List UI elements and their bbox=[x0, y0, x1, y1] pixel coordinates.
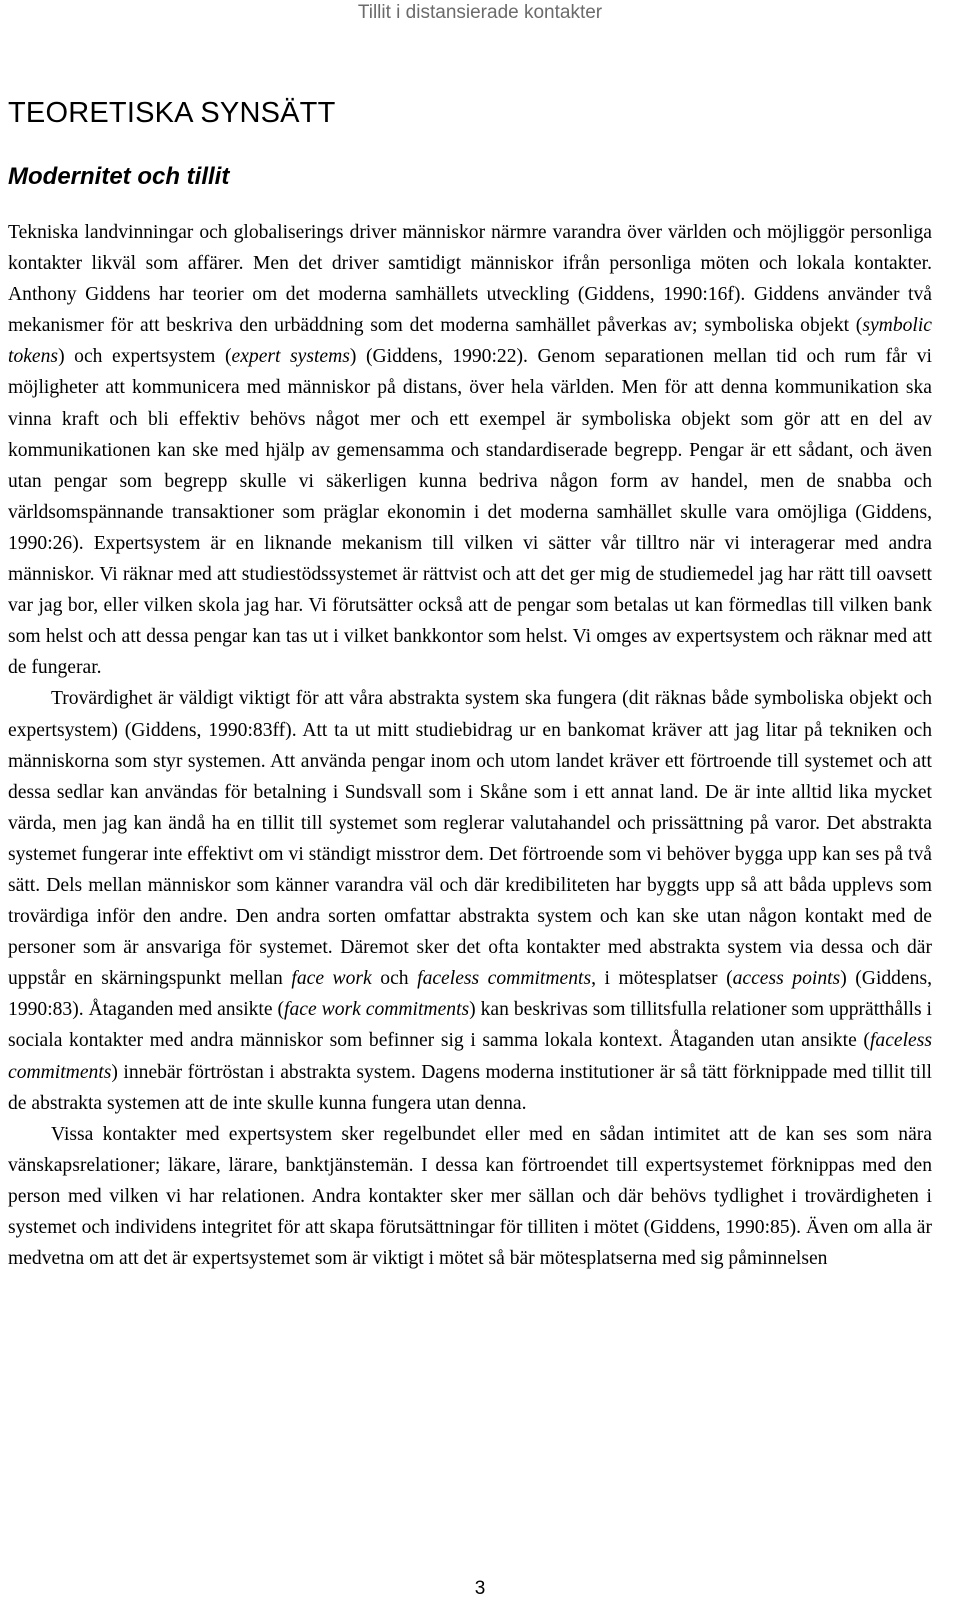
text-run: ) innebär förtröstan i abstrakta system. Dagens moderna institutioner är så tätt förknippade med tillit till de abstrakta systemen att de inte skulle kunna fungera utan denna. bbox=[8, 1061, 932, 1114]
text-run: Trovärdighet är väldigt viktigt för att våra abstrakta system ska fungera (dit räknas både symboliska objekt och expertsystem) (Giddens, 1990:83ff). Att ta ut mitt studiebidrag ur en bankomat kräver att jag litar på tekniken och människorna som styr systemen. Att använda pengar inom och utom landet kräver ett förtroende till systemet och att dessa sedlar kan användas för betalning i Sundsvall som i Skåne som i ett annat land. De är inte alltid lika mycket värda, men jag kan ändå ha en tillit till systemet som reglerar valutahandel och prissättning på varor. Det abstrakta systemet fungerar inte effektivt om vi ständigt misstror dem. Det förtroende som vi behöver bygga upp kan ses på två sätt. Dels mellan människor som känner varandra väl och där kredibiliteten har byggts upp så att båda upplevs som trovärdiga inför den andre. Den andra sorten omfattar abstrakta system och kan ske utan någon kontakt med de personer som är ansvariga för systemet. Däremot sker det ofta kontakter med abstrakta system via dessa och där uppstår en skärningspunkt mellan bbox=[8, 688, 932, 990]
italic-term: face work bbox=[291, 968, 372, 990]
italic-term: face work commitments bbox=[284, 999, 470, 1021]
paragraph-2 bbox=[8, 683, 932, 1118]
italic-term: expert systems bbox=[231, 346, 350, 368]
text-run: ) (Giddens, 1990:22). Genom separationen mellan tid och rum får vi möjligheter att kommunicera med människor på distans, över hela världen. Men för att denna kommunikation ska vinna kraft och bli effektiv behövs något mer och ett exempel är symboliska objekt som gör att en del av kommunikationen kan ske med hjälp av gemensamma och standardiserade begrepp. Pengar är ett sådant, och även utan pengar som begrepp skulle vi säkerligen kunna bedriva någon form av handel, men de snabba och världsomspännande transaktioner som präglar ekonomin i det moderna samhället skulle vara omöjliga (Giddens, 1990:26). Expertsystem är en liknande mekanism till vilken vi sätter vår tilltro när vi interagerar med andra människor. Vi räknar med att studiestödssystemet är rättvist och att det ger mig de studiemedel jag har rätt till oavsett var jag bor, eller vilken skola jag har. Vi förutsätter också att de pengar som betalas ut kan förmedlas till vilken bank som helst och att dessa pengar kan tas ut i vilket bankkontor som helst. Vi omges av expertsystem och räknar med att de fungerar. bbox=[8, 346, 932, 679]
section-heading: TEORETISKA SYNSÄTT bbox=[8, 97, 336, 129]
text-run: ) och expertsystem ( bbox=[58, 346, 232, 368]
text-run: ) (Giddens, 1990:83). Åtaganden med ansikte ( bbox=[8, 968, 932, 1021]
italic-term: symbolic tokens bbox=[8, 315, 932, 368]
text-run: , i mötesplatser ( bbox=[591, 968, 733, 990]
text-run: och bbox=[371, 968, 418, 990]
italic-term: access points bbox=[732, 968, 841, 990]
page-number: 3 bbox=[474, 1578, 486, 1599]
text-run: Tekniska landvinningar och globaliserings driver människor närmre varandra över världen och möjliggör personliga kontakter likväl som affärer. Men det driver samtidigt människor ifrån personliga möten och lokala kontakter. Anthony Giddens har teorier om det moderna samhällets utveckling (Giddens, 1990:16f). Giddens använder två mekanismer för att beskriva den urbäddning som det moderna samhället påverkas av; symboliska objekt ( bbox=[8, 222, 932, 337]
italic-term: faceless commitments bbox=[8, 1030, 932, 1083]
italic-term: faceless commitments bbox=[417, 968, 592, 990]
text-run: Vissa kontakter med expertsystem sker regelbundet eller med en sådan intimitet att de kan ses som nära vänskapsrelationer; läkare, lärare, banktjänstemän. I dessa kan förtroendet till expertsystemet förknippas med den person med vilken vi har relationen. Andra kontakter sker mer sällan och där behövs tydlighet i trovärdigheten i systemet och individens integritet för att skapa förutsättningar för tilliten i mötet (Giddens, 1990:85). Även om alla är medvetna om att det är expertsystemet som är viktigt i mötet så bär mötesplatserna med sig påminnelsen bbox=[8, 1123, 932, 1270]
paragraph-1 bbox=[8, 217, 932, 683]
body-text bbox=[8, 217, 932, 1274]
text-run: ) kan beskrivas som tillitsfulla relationer som upprätthålls i sociala kontakter med andra människor som befinner sig i samma lokala kontext. Åtaganden utan ansikte ( bbox=[8, 999, 933, 1052]
running-header: Tillit i distansierade kontakter bbox=[357, 2, 603, 23]
subsection-heading: Modernitet och tillit bbox=[8, 163, 230, 190]
paragraph-3 bbox=[8, 1119, 932, 1274]
